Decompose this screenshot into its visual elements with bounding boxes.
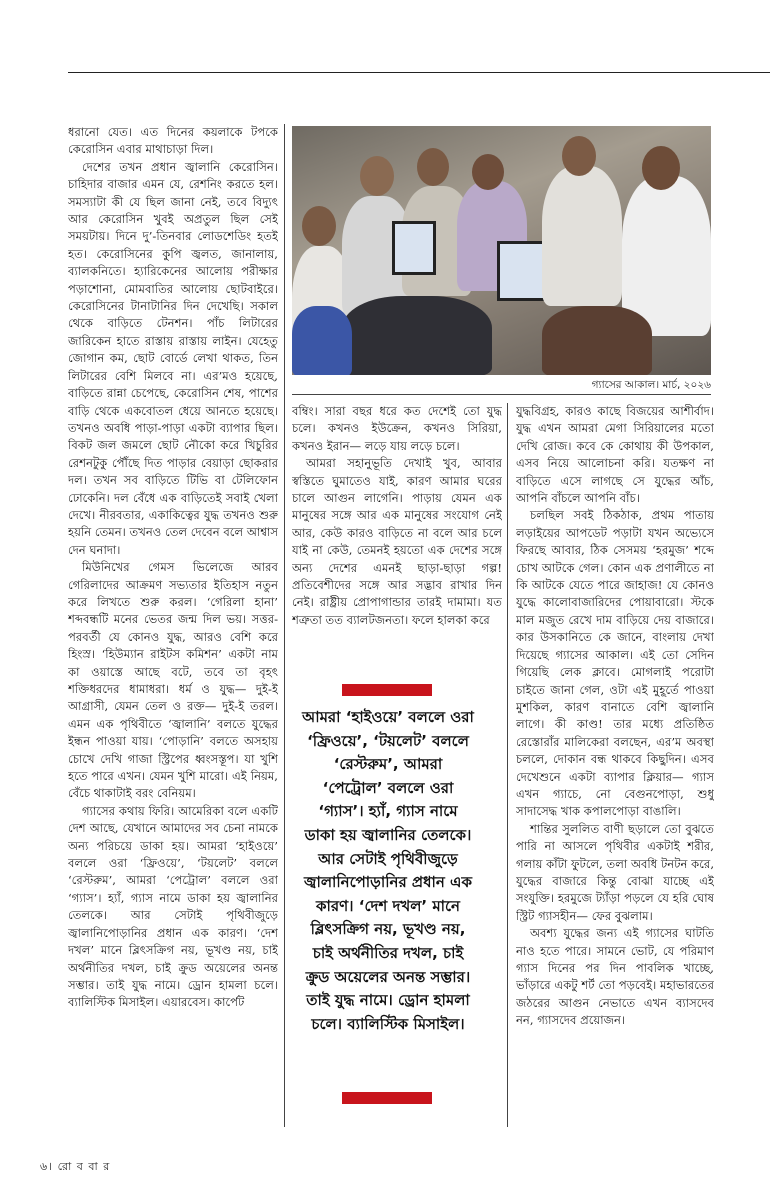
paragraph: অবশ্য যুদ্ধের জন্য এই গ্যাসের ঘাটতি নাও হতে পারে। সামনে ভোট, যে পরিমাণ গ্যাস দিনের পর দিন পাবলিক খাচ্ছে, ভাঁড়ারে একটু শর্ট তো পড়বেই। মহাভারতের জঠরের আগুন নেভাতে এখন ব্যাসদেব নন, গ্যাসদেব প্রয়োজন।: [516, 926, 714, 1028]
paragraph: যুদ্ধবিগ্রহ, কারও কাছে বিজয়ের আশীর্বাদ। যুদ্ধ এখন আমরা মেগা সিরিয়ালের মতো দেখি রোজ। কবে কে কোথায় কী উপকাল, এসব নিয়ে আলোচনা করি। যতক্ষণ না বাড়িতে এসে লাগছে সে যুদ্ধের আঁচ, আপনি বাঁচলে আপনি বাঁচ।: [516, 404, 714, 506]
paragraph: গ্যাসের কথায় ফিরি। আমেরিকা বলে একটি দেশ আছে, যেখানে আমাদের সব চেনা নামকে অন্য পরিচয়ে ডাকা হয়। আমরা ‘হাইওয়ে’ বললে ওরা ‘ফ্রিওয়ে’, ‘টয়লেট’ বললে ‘রেস্টরুম’, আমরা ‘পেট্রোল’ বললে ওরা ‘গ্যাস’। হ্যাঁ, গ্যাস নামে ডাকা হয় জ্বালানির তেলকে। আর সেটাই পৃথিবীজুড়ে জ্বালানিপোড়ানির প্রধান এক কারণ। ‘দেশ দখল’ মানে ব্লিৎসক্রিগ নয়, ভূখণ্ড নয়, চাই অর্থনীতির দখল, চাই ক্রুড অয়েলের অনন্ত সম্ভার। তাই যুদ্ধ নামে। ড্রোন হামলা চলে। ব্যালিস্টিক মিসাইল। এয়ারবেস। কার্পেট: [68, 803, 278, 1010]
paragraph: মিউনিখের গেমস ভিলেজে আরব গেরিলাদের আক্রমণ সভ্যতার ইতিহাস নতুন করে লিখতে শুরু করল। ‘গেরিলা হানা’ শব্দবন্ধটি মনের ভেতর জন্ম দিল ভয়। সত্তর-পরবর্তী যে কোনও যুদ্ধ, আরও বেশি করে হিংস্র। ‘হিউম্যান রাইটস কমিশন’ একটা নাম কা ওয়াস্তে আছে বটে, তবে তা বৃহৎ শক্তিধরদের ধামাধরা। ধর্ম ও যুদ্ধ— দুই-ই আগ্রাসী, যেমন তেল ও রক্ত— দুই-ই তরল। এমন এক পৃথিবীতে ‘জ্বালানি’ বলতে যুদ্ধের ইন্ধন পাওয়া যায়। ‘পোড়ানি’ বলতে অসহায় চোখে দেখি গাজা স্ট্রিপের ধ্বংসস্তূপ। যা খুশি হতে পারে এখন। যেমন খুশি মারো। এই নিয়ম, বেঁচে থাকাটাই বরং বেনিয়ম।: [68, 560, 278, 801]
caption-rule: [292, 394, 711, 395]
pull-quote-bottom-bar: [342, 1092, 432, 1104]
top-rule: [68, 72, 770, 73]
column-divider: [284, 124, 285, 1127]
page-footer: ৬। রো ব বা র: [40, 1160, 111, 1173]
column-divider: [507, 403, 508, 1127]
pull-quote-box: [292, 678, 480, 1128]
paragraph: ধরানো যেত। এত দিনের কয়লাকে টপকে কেরোসিন এবার মাথাচাড়া দিল।: [68, 125, 278, 157]
pull-quote: আমরা ‘হাইওয়ে’ বললে ওরা ‘ফ্রিওয়ে’, ‘টয়লেট’ বললে ‘রেস্টরুম’, আমরা ‘পেট্রোল’ বললে ওরা ‘গ্যাস’। হ্যাঁ, গ্যাস নামে ডাকা হয় জ্বালানির তেলকে। আর সেটাই পৃথিবীজুড়ে জ্বালানিপোড়ানির প্রধান এক কারণ। ‘দেশ দখল’ মানে ব্লিৎসক্রিগ নয়, ভূখণ্ড নয়, চাই অর্থনীতির দখল, চাই ক্রুড অয়েলের অনন্ত সম্ভার। তাই যুদ্ধ নামে। ড্রোন হামলা চলে। ব্যালিস্টিক মিসাইল।: [302, 708, 474, 1033]
news-photo: [292, 126, 711, 375]
paragraph: আমরা সহানুভূতি দেখাই খুব, আবার স্বস্তিতে ঘুমাতেও যাই, কারণ আমার ঘরের চালে আগুন লাগেনি। পাড়ায় যেমন এক মানুষের সঙ্গে আর এক মানুষের সংযোগ নেই আর, কেউ কারও বাড়িতে না বলে আর চলে যাই না কেউ, তেমনই হয়তো এক দেশের সঙ্গে অন্য দেশের এমনই ছাড়া-ছাড়া গল্প! প্রতিবেশীদের সঙ্গে আর সদ্ভাব রাখার দিন নেই। রাষ্ট্রীয় প্রোপাগান্ডার তারই দামামা। যত শত্রুতা তত ব্যালটজনতা। ফলে হালকা করে: [292, 456, 502, 627]
article-column-1: [68, 124, 278, 1127]
paragraph: দেশের তখন প্রধান জ্বালানি কেরোসিন। চাহিদার বাজার এমন যে, রেশনিং করতে হল। সমস্যাটা কী যে ছিল জানা নেই, তবে বিদ্যুৎ আর কেরোসিন খুবই অপ্রতুল ছিল সেই সময়টায়। দিনে দু’-তিনবার লোডশেডিং হতই হত। কেরোসিনের কুপি জ্বলত, জানালায়, ব্যালকনিতে। হ্যারিকেনের আলোয় পরীক্ষার পড়াশোনা, মোমবাতির আলোয় ছোটবাইরে। কেরোসিনের টানাটানির দিন দেখেছি। সকাল থেকে বাড়িতে টেনশন। পাঁচ লিটারের জারিকেন হাতে রাস্তায় রাস্তায় লাইন। যেহেতু জোগান কম, ছোট বোর্ডে লেখা থাকত, তিন লিটারের বেশি মিলবে না। এর’মও হয়েছে, বাড়িতে রান্না চেপেছে, কেরোসিন শেষ, পাশের বাড়ি থেকে একবোতল ধেয়ে আনতে হয়েছে। তখনও অবধি পাড়া-পাড়া একটা ব্যাপার ছিল। বিকট জল জমলে ছোট নৌকো করে খিচুরির রেশনটুকু পৌঁছে দিত পাড়ার বেয়াড়া ছোকরার দল। তখন সব বাড়িতে টিভি বা টেলিফোন ঢোকেনি। দল বেঁধে এক বাড়িতেই সবাই খেলা দেখে। নীরবতার, একাকিত্বের যুদ্ধ তখনও শুরু হয়নি তেমন। তখনও তেল দেবেন বলে আশ্বাস দেন ঘনাদা।: [68, 159, 278, 557]
paragraph: চলছিল সবই ঠিকঠাক, প্রথম পাতায় লড়াইয়ের আপডেট পড়াটা যখন অভ্যেসে ফিরছে আবার, ঠিক সেসময় ‘হরমুজ’ শব্দে চোখ আটকে গেল। কোন এক প্রণালীতে না কি আটকে যেতে পারে জাহাজ! যে কোনও যুদ্ধে কালোবাজারিদের পোয়াবারো। স্টকে মাল মজুত রেখে দাম বাড়িয়ে দেয় বাজারে। কার উসকানিতে কে জানে, বাংলায় দেখা দিয়েছে গ্যাসের আকাল। এই তো সেদিন গিয়েছি লেক ক্লাবে। মোগলাই পরোটা চাইতে জানা গেল, ওটা এই মুহূর্তে পাওয়া মুশকিল, কারণ বানাতে বেশি জ্বালানি লাগে। কী কাণ্ড! তার মধ্যে প্রতিষ্ঠিত রেস্তোরাঁর মালিকেরা বলছেন, এর’ম অবস্থা চললে, দোকান বন্ধ থাকবে কিছুদিন। এসব দেখেশুনে একটা ব্যাপার ক্লিয়ার— গ্যাস এখন গ্যাচে, নো বেগুনপোড়া, শুধু সাদাসেদ্ধ খাক কপালপোড়া বাঙালি।: [516, 508, 714, 819]
photo-caption: গ্যাসের আকাল। মার্চ, ২০২৬: [591, 379, 711, 391]
article-column-3: [516, 403, 714, 1127]
paragraph: শান্তির সুললিত বাণী ছড়ালে তো বুঝতে পারি না আসলে পৃথিবীর একটাই শরীর, গলায় কাঁটা ফুটলে, তলা অবধি টনটন করে, যুদ্ধের বাজারে কিন্তু বোঝা যাচ্ছে এই সংযুক্তি। হরমুজে ট্যাঁড়া পড়লে যে হরি ঘোষ স্ট্রিট গ্যাসহীন— ফের বুঝলাম।: [516, 821, 714, 923]
paragraph: বম্বিং। সারা বছর ধরে কত দেশেই তো যুদ্ধ চলে। কখনও ইউক্রেন, কখনও সিরিয়া, কখনও ইরান— লড়ে যায় লড়ে চলে।: [292, 404, 502, 453]
article-column-2: [292, 403, 502, 678]
pull-quote-top-bar: [342, 684, 432, 696]
